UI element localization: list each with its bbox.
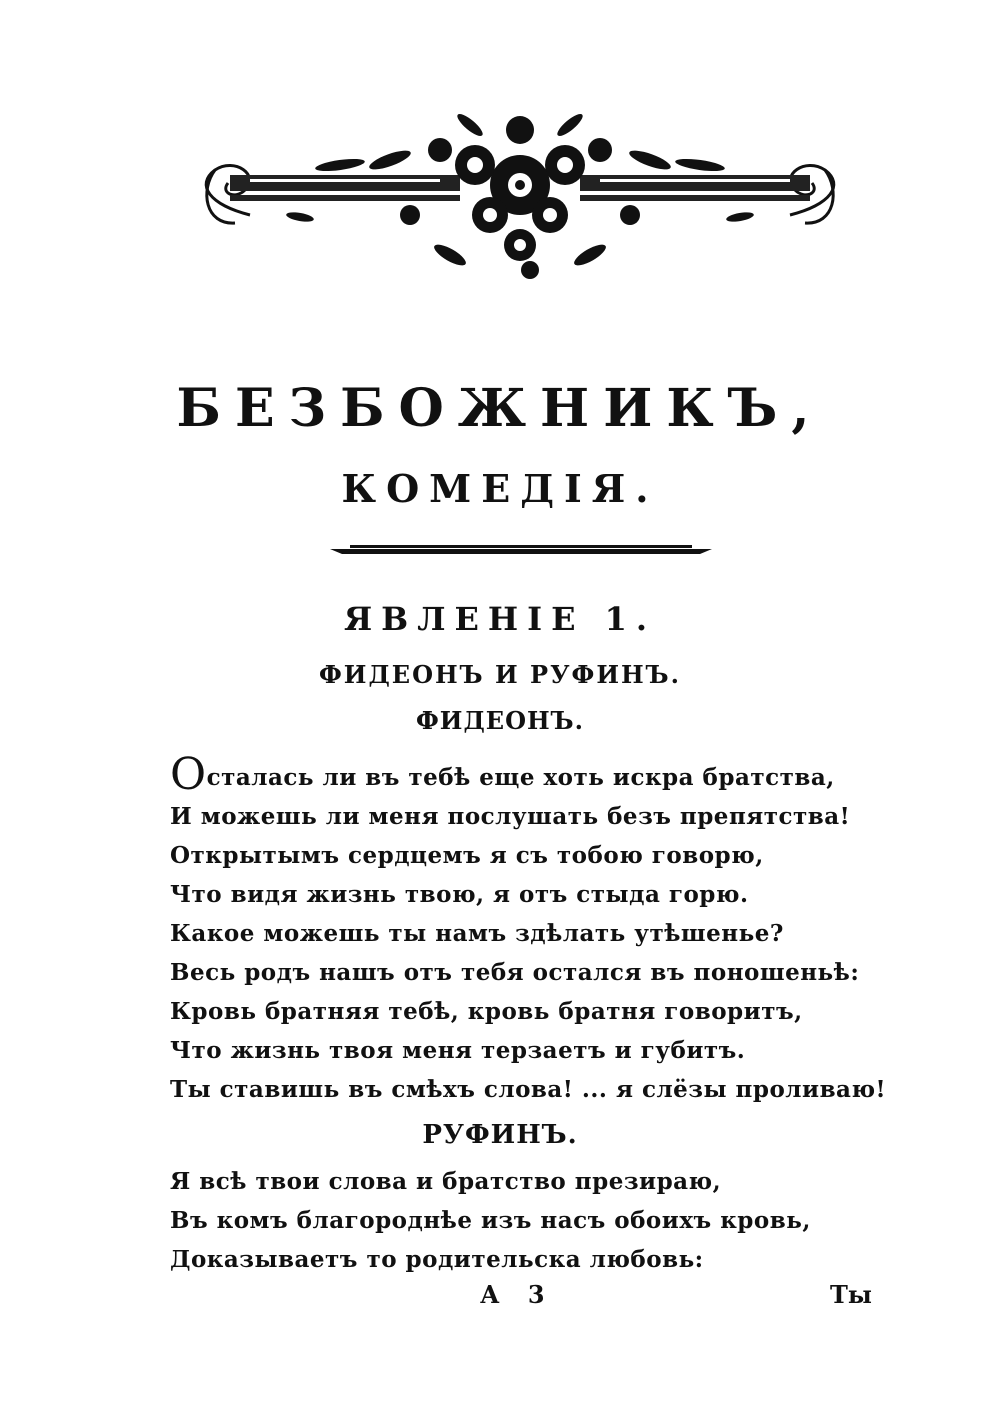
speaker-name: ФИДЕОНЪ. (416, 706, 584, 735)
verse-line: И можешь ли меня послушать безъ препятства! (170, 803, 851, 830)
verse-line: Что жизнь твоя меня терзаетъ и губитъ. (170, 1037, 746, 1064)
verse-line: Я всѣ твои слова и братство презираю, (170, 1168, 722, 1195)
play-title: БЕЗБОЖНИКЪ, (176, 378, 824, 439)
divider-rule (330, 545, 712, 557)
drop-cap: О (170, 749, 207, 800)
verse-line: Доказываетъ то родительска любовь: (170, 1246, 704, 1273)
play-subtitle: КОМЕДІЯ. (341, 466, 659, 511)
verse-block (170, 749, 890, 1109)
signature-mark: А 3 (480, 1280, 555, 1309)
verse-line: Ты ставишь въ смѣхъ слова! ... я слёзы проливаю! (170, 1076, 887, 1103)
verse-line-text: сталась ли въ тебѣ еще хоть искра братства, (206, 764, 835, 791)
catchword: Ты (830, 1280, 872, 1309)
verse-line: Кровь братняя тебѣ, кровь братня говоритъ, (170, 998, 803, 1025)
verse-line: Какое можешь ты намъ здѣлать утѣшенье? (170, 920, 784, 947)
scene-persons: ФИДЕОНЪ И РУФИНЪ. (319, 660, 681, 689)
verse-line: Что видя жизнь твою, я отъ стыда горю. (170, 881, 749, 908)
verse-line: Открытымъ сердцемъ я съ тобою говорю, (170, 842, 764, 869)
verse-line: Весь родъ нашъ отъ тебя остался въ поношеньѣ: (170, 959, 860, 986)
verse-line: Въ комъ благороднѣе изъ насъ обоихъ кровь, (170, 1207, 811, 1234)
speaker-name: РУФИНЪ. (422, 1120, 578, 1150)
verse-block (170, 1162, 890, 1279)
floral-headpiece-icon (190, 105, 850, 285)
scene-heading: ЯВЛЕНІЕ 1. (343, 600, 657, 638)
verse-line (170, 749, 890, 800)
